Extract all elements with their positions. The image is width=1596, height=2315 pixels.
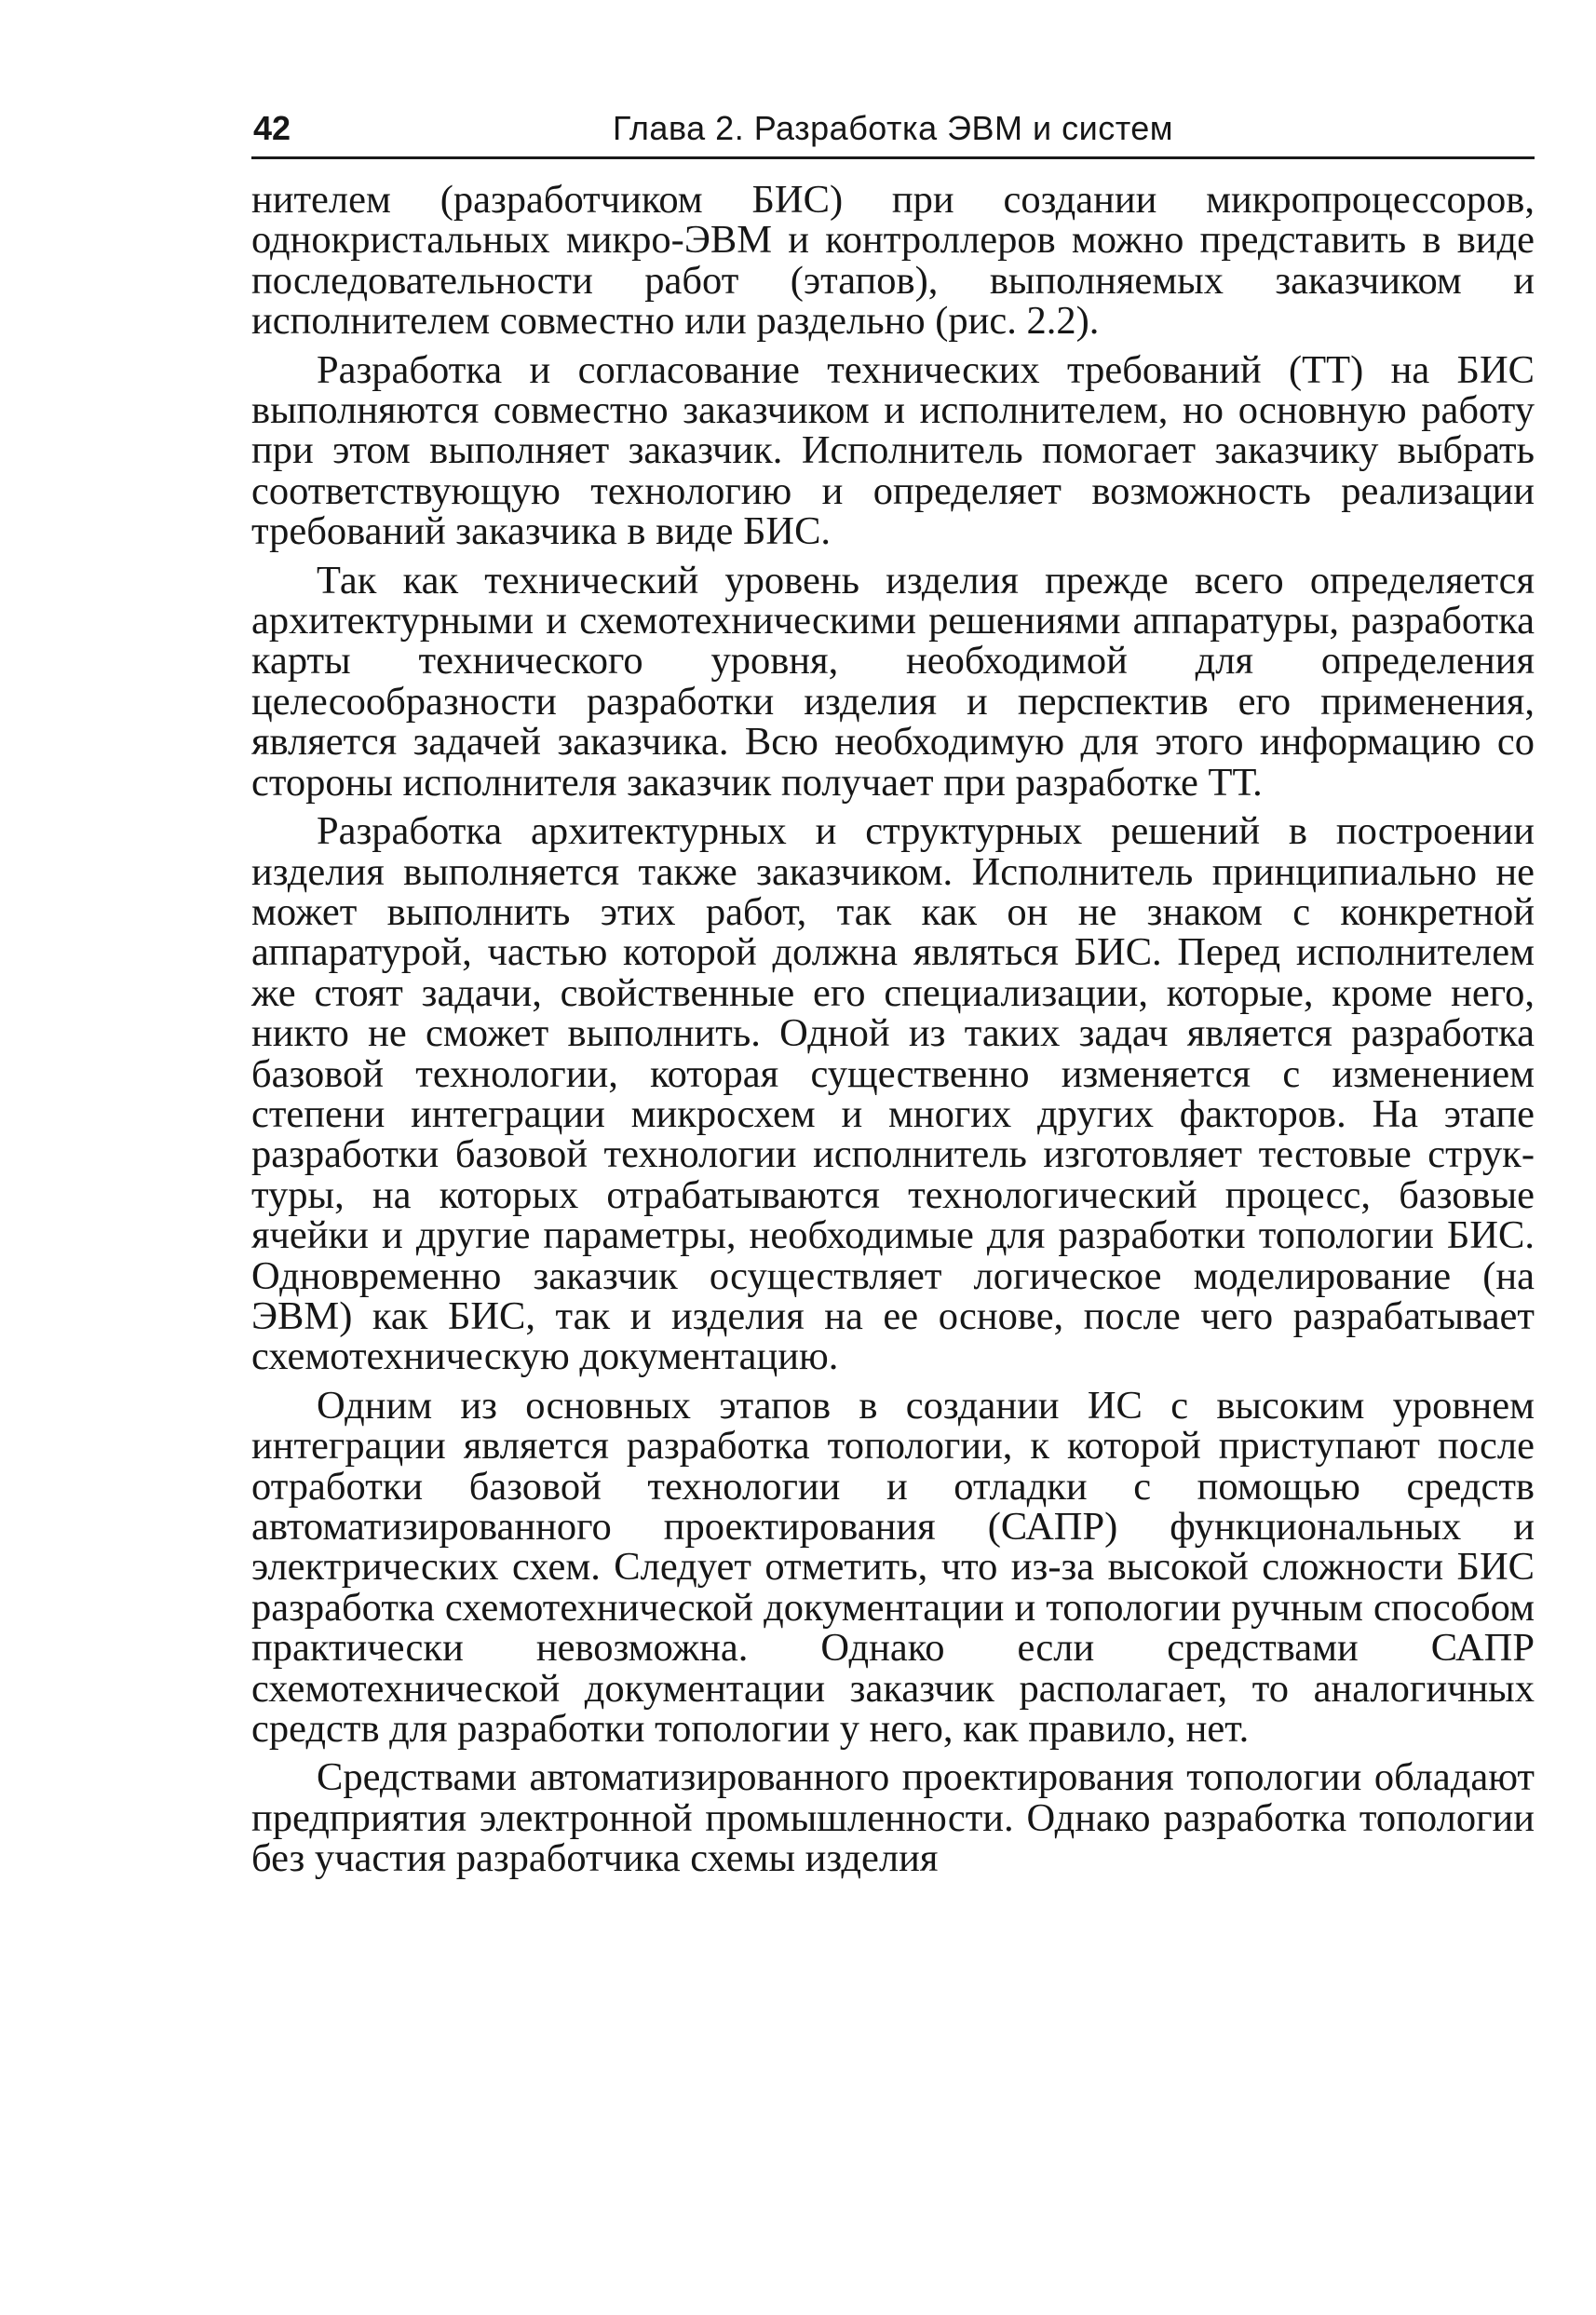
running-head [251,101,1535,159]
body-text [251,180,1535,1879]
page-number: 42 [253,109,291,147]
paragraph: Разработка и согласование технических требований (ТТ) на БИС выполняются совместно заказчиком и исполнителем, но основную работу при этом выполняет заказчик. Исполнитель помогает заказчику выбрать соответствующую технологию и определяет возможность реализации требований заказчика в виде БИС. [251,347,1535,554]
paragraph: Средствами автоматизированного проектирования топологии обладают предприятия электронной промышленности. Однако разработка топологии без участия разработчика схемы изделия [251,1755,1535,1881]
book-page [251,101,1535,1888]
paragraph: Так как технический уровень изделия прежде всего определяется архитектурными и схемотехническими решениями аппаратуры, разработка карты технического уровня, необходимой для определения целесообразности разработки изделия и перспектив его применения, является задачей заказчика. Всю необходимую для этого информацию со стороны исполнителя заказчик получает при разработке ТТ. [251,558,1535,805]
paragraph: Одним из основных этапов в создании ИС с высоким уровнем интеграции является разработка топологии, к которой приступают после отработки базовой технологии и отладки с помощью средств автоматизированного проектирования (САПР) функциональных и электрических схем. Следует отметить, что из-за высокой сложности БИС разработка схемотехнической документации и топологии ручным способом практически невозможна. Однако если средствами САПР схемотехнической документации заказчик располагает, то аналогичных средств для разработки топологии у него, как правило, нет. [251,1383,1535,1752]
paragraph-continued: нителем (разработчиком БИС) при создании микропроцессоров, однокристальных микро-ЭВМ и контроллеров можно представить в виде последовательности работ (этапов), выполняемых заказчиком и исполнителем совместно или раздельно (рис. 2.2). [251,178,1535,344]
paragraph: Разработка архитектурных и структурных решений в построении изделия выполняется также заказчиком. Исполнитель принципиально не может выполнить этих работ, так как он не знаком с конкретной аппаратурой, частью которой должна являться БИС. Перед исполнителем же стоят задачи, свойственные его специализации, которые, кроме него, никто не сможет выполнить. Одной из таких задач является разработка базовой технологии, которая существенно изменяется с изменением степени интеграции микросхем и многих других факторов. На этапе разработки базовой технологии исполнитель изготовляет тестовые структуры, на которых отрабатываются технологический процесс, базовые ячейки и другие параметры, необходимые для разработки топологии БИС. Одновременно заказчик осуществляет логическое моделирование (на ЭВМ) как БИС, так и изделия на ее основе, после чего разрабатывает схемотехническую документацию. [251,809,1535,1379]
chapter-title: Глава 2. Разработка ЭВМ и систем [612,109,1174,147]
